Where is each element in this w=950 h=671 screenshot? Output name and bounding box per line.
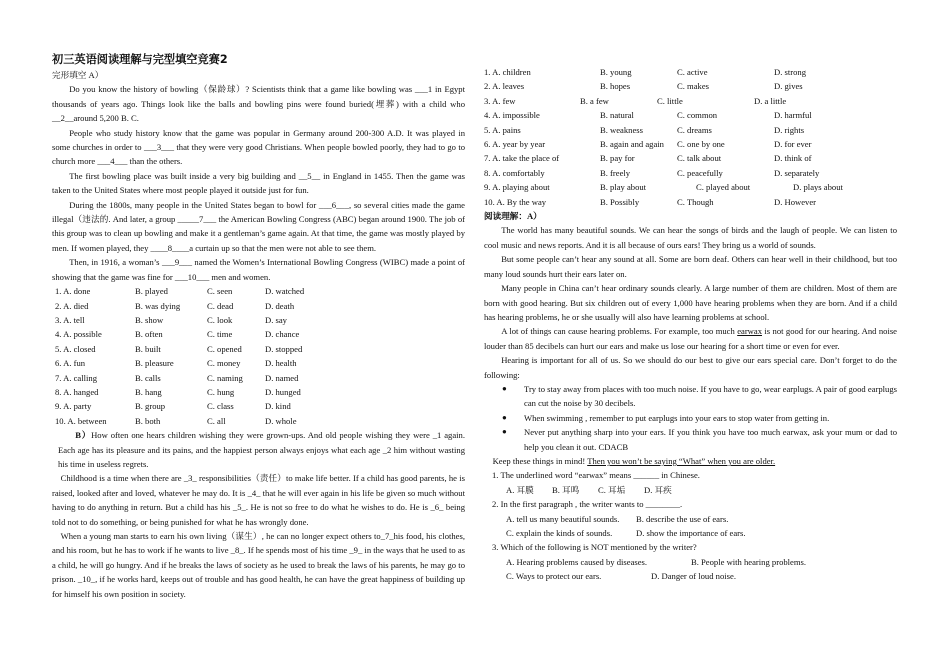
reading-paragraph-3: Many people in China can’t hear ordinary sounds clearly. A large number of them are children. Most of them are born with good hearing. But six children out of every 1,000 have hearing problems when they are born. And if a child has hearing problems, he or she usually will also have learning problems at school.: [484, 283, 897, 322]
cloze-a-paragraph-2: People who study history know that the game was popular in Germany around 200-300 A.D. It was played in some churches in order to ___3___ that they were very good Christians. When people bowled poorly, they had to go to church more ___4___ than the others.: [52, 127, 465, 167]
section-heading-reading: 阅读理解：A）: [484, 211, 542, 222]
right-column: [484, 55, 897, 584]
option-row: 4. A. impossible B. natural C. common D. harmful: [484, 110, 812, 121]
cloze-b-paragraph-1: B）How often one hears children wishing they were grown-ups. And old people wishing they were _1 again. Each age has its pleasure and its pains, and the happiest person always enjoys what each age _2 him without wasting his time in useless regrets.: [58, 430, 466, 469]
option-row: 9. A. party B. group C. class D. kind: [55, 401, 291, 412]
question-3-options: A. Hearing problems caused by diseases. B. People with hearing problems.: [506, 556, 807, 567]
question-3-options-2: C. Ways to protect our ears. D. Danger of loud noise.: [506, 571, 736, 582]
option-row: 8. A. comfortably B. freely C. peacefully D. separately: [484, 167, 820, 178]
option-row: 6. A. year by year B. again and again C. one by one D. for ever: [484, 139, 812, 150]
list-item: ● When swimming , remember to put earplugs into your ears to stop water from getting in.: [484, 411, 897, 425]
question-2: 2. In the first paragraph , the writer wants to ________.: [492, 499, 683, 510]
option-row: 7. A. calling B. calls C. naming D. named: [55, 372, 299, 383]
cloze-a-paragraph-5: Then, in 1916, a woman’s ___9___ named the Women’s International Bowling Congress (WIBC) made a point of showing that the game was fine for ___10___ men and women.: [52, 257, 465, 282]
option-row: 2. A. leaves B. hopes C. makes D. gives: [484, 81, 803, 92]
question-2-options-2: C. explain the kinds of sounds. D. show the importance of ears.: [506, 528, 746, 538]
option-row: 10. A. By the way B. Possibly C. Though D. However: [484, 196, 816, 207]
left-column: [52, 52, 465, 601]
question-1: 1. The underlined word “earwax” means ______ in Chinese.: [492, 470, 700, 481]
reading-paragraph-2: But some people can’t hear any sound at all. Some are born deaf. Others can hear well in their childhood, but too many loud sounds hurt their ears later on.: [484, 254, 897, 279]
question-3: 3. Which of the following is NOT mentioned by the writer?: [492, 542, 697, 553]
option-row: 5. A. closed B. built C. opened D. stopped: [55, 343, 303, 354]
option-row: 1. A. children B. young C. active D. strong: [484, 67, 806, 77]
reading-paragraph-5: Hearing is important for all of us. So we should do our best to give our ears special care. Don’t forget to do the following:: [484, 355, 897, 380]
reading-paragraph-4: A lot of things can cause hearing problems. For example, too much earwax is not good for our hearing. And noise louder than 85 decibels can hurt our ears and make us lose our hearing for a short time or even for ever.: [484, 326, 897, 351]
option-row: 5. A. pains B. weakness C. dreams D. rights: [484, 124, 805, 135]
option-row: 2. A. died B. was dying C. dead D. death: [55, 300, 295, 311]
option-row: 3. A. few B. a few C. little D. a little: [484, 95, 787, 106]
tips-list: [484, 382, 897, 454]
option-row: 10. A. between B. both C. all D. whole: [55, 415, 297, 426]
underlined-word-earwax: earwax: [737, 326, 762, 337]
list-item: ● Never put anything sharp into your ears. If you think you have too much earwax, ask your mum or dad to help you clean it out. CDACB: [484, 425, 897, 454]
option-row: 7. A. take the place of B. pay for C. talk about D. think of: [484, 153, 812, 164]
cloze-a-options: [52, 284, 465, 428]
option-row: 1. A. done B. played C. seen D. watched: [55, 286, 305, 297]
question-1-options: A. 耳膜 B. 耳鸣 C. 耳垢 D. 耳疾: [506, 484, 672, 495]
underlined-sentence: Then you won’t be saying “What” when you are older.: [587, 455, 776, 466]
cloze-b-label: B）: [75, 430, 92, 441]
reading-paragraph-6: Keep these things in mind! Then you won’t be saying “What” when you are older.: [492, 455, 776, 466]
cloze-a-paragraph-1: Do you know the history of bowling（保龄球）? Scientists think that a game like bowling was ___1 in Egypt thousands of years ago. Things look like the balls and bowling pins were found buried(埋葬) with a child who __2__around 5,200 B. C.: [52, 84, 465, 124]
page-title: 初三英语阅读理解与完型填空竞赛2: [52, 53, 228, 66]
cloze-b-paragraph-3: When a young man starts to earn his own living（谋生）, he can no longer expect others to_7_his food, his clothes, and his room, but he has to work if he wants to live _8_. If he spends most of his time _9_ in the ways that he used to as a child, he will go hungry. And if he breaks the laws of society as he used to break the laws of his parents, he may go to prison. _10_, if he works hard, keeps out of trouble and has good health, he can have the great happiness of building up for himself his own position in society.: [52, 531, 465, 599]
option-row: 8. A. hanged B. hang C. hung D. hunged: [55, 386, 301, 397]
option-row: 4. A. possible B. often C. time D. chance: [55, 329, 300, 340]
section-heading-cloze: 完形填空 A）: [52, 70, 104, 80]
cloze-b-paragraph-2: Childhood is a time when there are _3_ responsibilities（责任）to make life better. If a child has good parents, he is raised, looked after and loved, whatever he may do. It is _4_ that he will ever again in his life be given so much without having to do anything in return. But a child has his _5_. He is not so free to do what he wishes to do. He is _6_ being told not to do something, or being punished for what he has wrongly done.: [52, 473, 465, 527]
option-row: 6. A. fun B. pleasure C. money D. health: [55, 358, 297, 369]
option-row: 3. A. tell B. show C. look D. say: [55, 314, 287, 325]
reading-paragraph-1: The world has many beautiful sounds. We can hear the songs of birds and the laugh of people. We can listen to cool music and news reports. And it is all because of ours ears! They bring us a world of sounds.: [484, 225, 897, 250]
cloze-a-paragraph-3: The first bowling place was built inside a very big building and __5__ in England in 1455. Then the game was taken to the United States where most people played it outside just for fun.: [52, 170, 465, 196]
cloze-a-paragraph-4: During the 1800s, many people in the United States began to bowl for ___6___, so several cities made the game illegal（违法的. And later, a group _____7___ the American Bowling Congress (ABC) began around 1900. The job of this group was to clean up bowling and make it a gentleman’s game again. At that time, the game was mostly played by men. If women played, they ____8____a curtain up so that the men were not able to see them.: [52, 199, 465, 253]
option-row: 9. A. playing about B. play about C. played about D. plays about: [484, 182, 843, 193]
cloze-b-options: [484, 65, 897, 209]
list-item: ● Try to stay away from places with too much noise. If you have to go, wear earplugs. A pair of good earplugs can cut the noise by 30 decibels.: [484, 382, 897, 411]
question-2-options: A. tell us many beautiful sounds. B. describe the use of ears.: [506, 513, 729, 524]
